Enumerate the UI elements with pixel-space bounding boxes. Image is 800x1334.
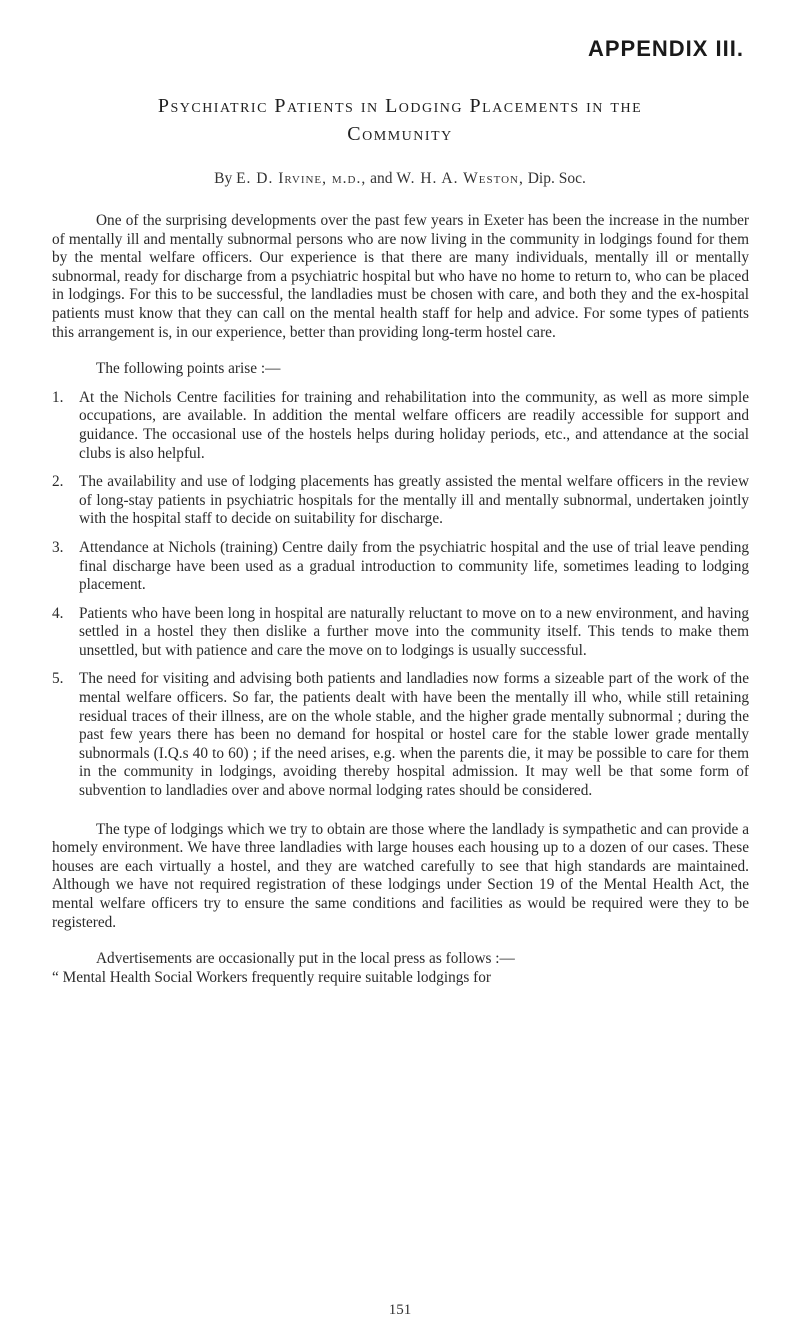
byline [50, 170, 750, 188]
list-item-text: Attendance at Nichols (training) Centre daily from the psychiatric hospital and the use of trial leave pending final discharge have been used as a gradual introduction to community life, sometimes leading to lodging placement. [79, 538, 749, 594]
paragraph-advertisements: Advertisements are occasionally put in the local press as follows :— [96, 950, 515, 968]
page-number: 151 [388, 1302, 412, 1318]
list-item-number: 1. [52, 388, 64, 406]
list-item [52, 605, 749, 661]
list-item-text: At the Nichols Centre facilities for training and rehabilitation into the community, as well as more simple occupations, are available. In addition the mental welfare officers are readily accessible for support and guidance. The occasional use of the hostels helps during holiday periods, etc., and attendance at the social clubs is also helpful. [79, 388, 749, 462]
byline-prefix: By [214, 170, 233, 187]
list-item [52, 670, 749, 800]
list-item-number: 4. [52, 604, 64, 622]
author-2: W. H. A. Weston, [396, 170, 524, 187]
list-item-number: 5. [52, 670, 64, 688]
list-item [52, 539, 749, 595]
author-2-qualification: Dip. Soc. [527, 170, 586, 187]
list-item-text: Patients who have been long in hospital are naturally reluctant to move on to a new environment, and having settled in a hostel they then dislike a further move into the community itself. This tends to make them unsettled, but with patience and care the move on to lodgings is usually successful. [79, 604, 749, 659]
article-body [52, 212, 749, 987]
appendix-heading: APPENDIX III. [587, 36, 744, 61]
list-item [52, 389, 749, 463]
list-item [52, 473, 749, 529]
list-item-text: The availability and use of lodging placements has greatly assisted the mental welfare officers in the review of long-stay patients in psychiatric hospitals for the mentally ill and mentally subnormal, undertaken jointly with the hospital staff to decide on suitability for discharge. [79, 473, 749, 528]
list-item-text: The need for visiting and advising both patients and landladies now forms a sizeable part of the work of the mental welfare officers. So far, the patients dealt with have been the mentally ill who, while still retaining residual traces of their illness, are on the whole stable, and the higher grade mentally subnormal ; during the past few years there has been no demand for hospital or hostel care for the stable lower grade mentally subnormals (I.Q.s 40 to 60) ; if the need arises, e.g. when the parents die, it may be possible to care for them in the community in lodgings, avoiding thereby hospital admission. It may well be that some form of subvention to landladies over and above normal lodging rates should be considered. [79, 670, 749, 800]
author-1: E. D. Irvine, m.d., [236, 170, 367, 187]
paragraph-lodgings: The type of lodgings which we try to obtain are those where the landlady is sympathetic and can provide a homely environment. We have three landladies with large houses each housing up to a dozen of our cases. These houses are each virtually a hostel, and they are watched carefully to see that high standards are maintained. Although we have not required registration of these lodgings under Section 19 of the Mental Health Act, the mental welfare officers try to ensure the same conditions and facilities as would be required were they to be registered. [52, 820, 749, 931]
article-title-line-2: Community [347, 123, 453, 145]
article-title [50, 92, 750, 148]
byline-and: and [370, 170, 393, 187]
list-item-number: 3. [52, 538, 64, 556]
list-item-number: 2. [52, 473, 64, 491]
paragraph-intro: One of the surprising developments over the past few years in Exeter has been the increase in the number of mentally ill and mentally subnormal persons who are now living in the community in lodgings found for them by the mental welfare officers. Our experience is that there are many individuals, mentally ill or mentally subnormal, ready for discharge from a psychiatric hospital but who have no home to return to, who can be placed in lodgings. For this to be successful, the landladies must be chosen with care, and both they and the ex-hospital patients must know that they can call on the mental health staff for help and advice. For some types of patients this arrangement is, in our experience, better than providing long-term hostel care. [52, 212, 749, 341]
paragraph-points-lead: The following points arise :— [96, 360, 281, 378]
advertisement-quote: “ Mental Health Social Workers frequently require suitable lodgings for [52, 968, 491, 986]
article-title-line-1: Psychiatric Patients in Lodging Placements in the [157, 95, 643, 117]
